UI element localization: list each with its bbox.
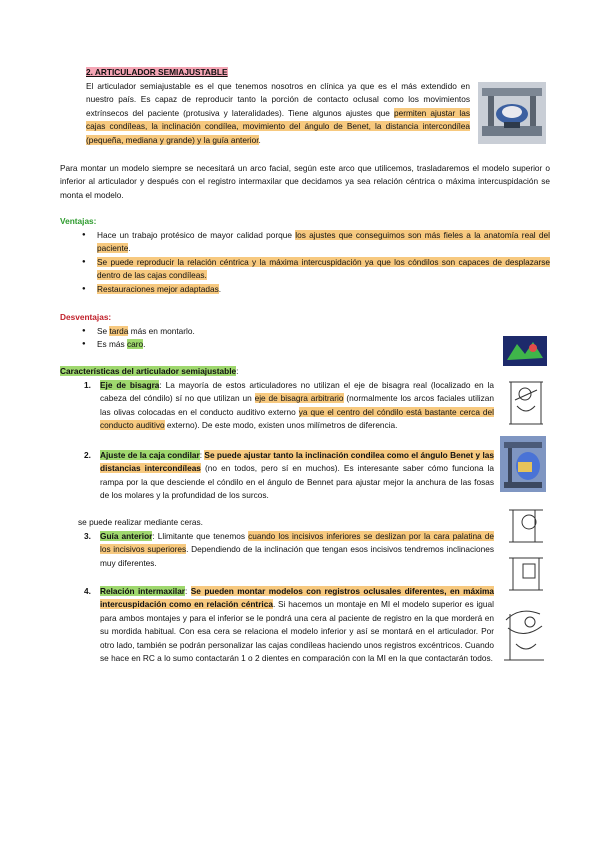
ventajas-item: ● Restauraciones mejor adaptadas. [78, 283, 550, 296]
condylar-model-photo [503, 336, 547, 366]
mounting-paragraph: Para montar un modelo siempre se necesitará un arco facial, según este arco que utilicemos, trasladaremos el modelo superior o inferior al articulador y después con el registro intermaxilar que decidamos ya sea relación céntrica o máxima intercuspidación se monta el modelo. [60, 163, 550, 200]
articulator-photo [478, 82, 546, 144]
desventajas-heading: Desventajas: [60, 312, 112, 322]
caracteristicas-heading: Características del articulador semiajustable: [60, 366, 239, 376]
caracteristica-item-4: 4. Relación intermaxilar: Se pueden montar modelos con registros oclusales diferentes, en máxima intercuspidación como en relación céntrica. Si hacemos un montaje en MI el modelo superior es igual para ambos montajes y para el inferior se le pondrá una cera al paciente de registro en la que morderá en su mordida habitual. Con esa cera se relaciona el modelo inferior y así se montará en el articulador. Por otro lado, también se podrán personalizar las cajas condíleas haciendo unos registros excéntricos. Cuando se hace en RC a lo sumo contactarán 1 o 2 dientes en comparación con la MI en la que contactarán todos. [84, 586, 494, 664]
intro-paragraph: El articulador semiajustable es el que tenemos nosotros en clínica ya que es el más extendido en nuestro país. Es capaz de reproducir tanto la porción de contacto oclusal como los movimientos extrínsecos del paciente (protusiva y lateralidades). Tiene algunos ajustes que permiten ajustar las cajas condíleas, la inclinación condílea, movimiento del ángulo de Benet, la distancia intercondílea (pequeña, mediana y grande) y la guía anterior. [86, 81, 470, 145]
intro-highlight: permiten ajustar las cajas condíleas, la inclinación condílea, movimiento del ángulo de Benet, la distancia intercondílea (pequeña, mediana y grande) y la guía anterior [86, 107, 470, 145]
hinge-axis-diagram [505, 372, 547, 432]
ventajas-heading: Ventajas: [60, 216, 97, 226]
intermaxillary-relation-diagram [500, 600, 548, 670]
section-title-text: 2. ARTICULADOR SEMIAJUSTABLE [86, 67, 228, 77]
desventajas-item: ● Se tarda más en montarlo. [78, 325, 458, 338]
ventajas-list [78, 229, 550, 296]
desventajas-list [78, 325, 458, 352]
ventajas-item: ● Hace un trabajo protésico de mayor calidad porque los ajustes que conseguimos son más fieles a la anatomía real del paciente. [78, 229, 550, 256]
caracteristica-item-1: 1. Eje de bisagra: La mayoría de estos articuladores no utilizan el eje de bisagra real (localizado en la cabeza del cóndilo) sí no que utilizan un eje de bisagra arbitrario (normalmente los arcos faciales utilizan las olivas colocadas en el conducto auditivo externo ya que el centro del cóndilo está bastante cerca del conducto auditivo externo). De este modo, existen unos milímetros de diferencia. [84, 380, 495, 431]
caracteristica-item-2-note: se puede realizar mediante ceras. [78, 517, 203, 527]
caracteristica-item-3: 3. Guía anterior: Llimitante que tenemos cuando los incisivos inferiores se deslizan por la cara palatina de los incisivos superiores. Dependiendo de la inclinación que tengan esos incisivos tendremos inclinaciones muy diferentes. [84, 531, 495, 568]
desventajas-item: ● Es más caro. [78, 338, 458, 351]
ventajas-item: ● Se puede reproducir la relación céntrica y la máxima intercuspidación ya que los cóndilos son capaces de desplazarse dentro de las cajas condíleas. [78, 256, 550, 283]
condylar-box-photo [500, 436, 546, 492]
caracteristica-item-2: 2. Ajuste de la caja condilar: Se puede ajustar tanto la inclinación condilea como el ángulo Benet y las distancias intercondíleas (no en todos, pero sí en muchos). Es interesante saber cómo funciona la rampa por la que desciende el cóndilo en el ángulo de Bennet para ajustar mejor la anchura de las fosas de los molares y la profundidad de los surcos. [84, 450, 494, 501]
section-title [86, 66, 386, 79]
anterior-guide-diagram [505, 550, 547, 594]
condylar-guide-diagram [505, 502, 547, 546]
